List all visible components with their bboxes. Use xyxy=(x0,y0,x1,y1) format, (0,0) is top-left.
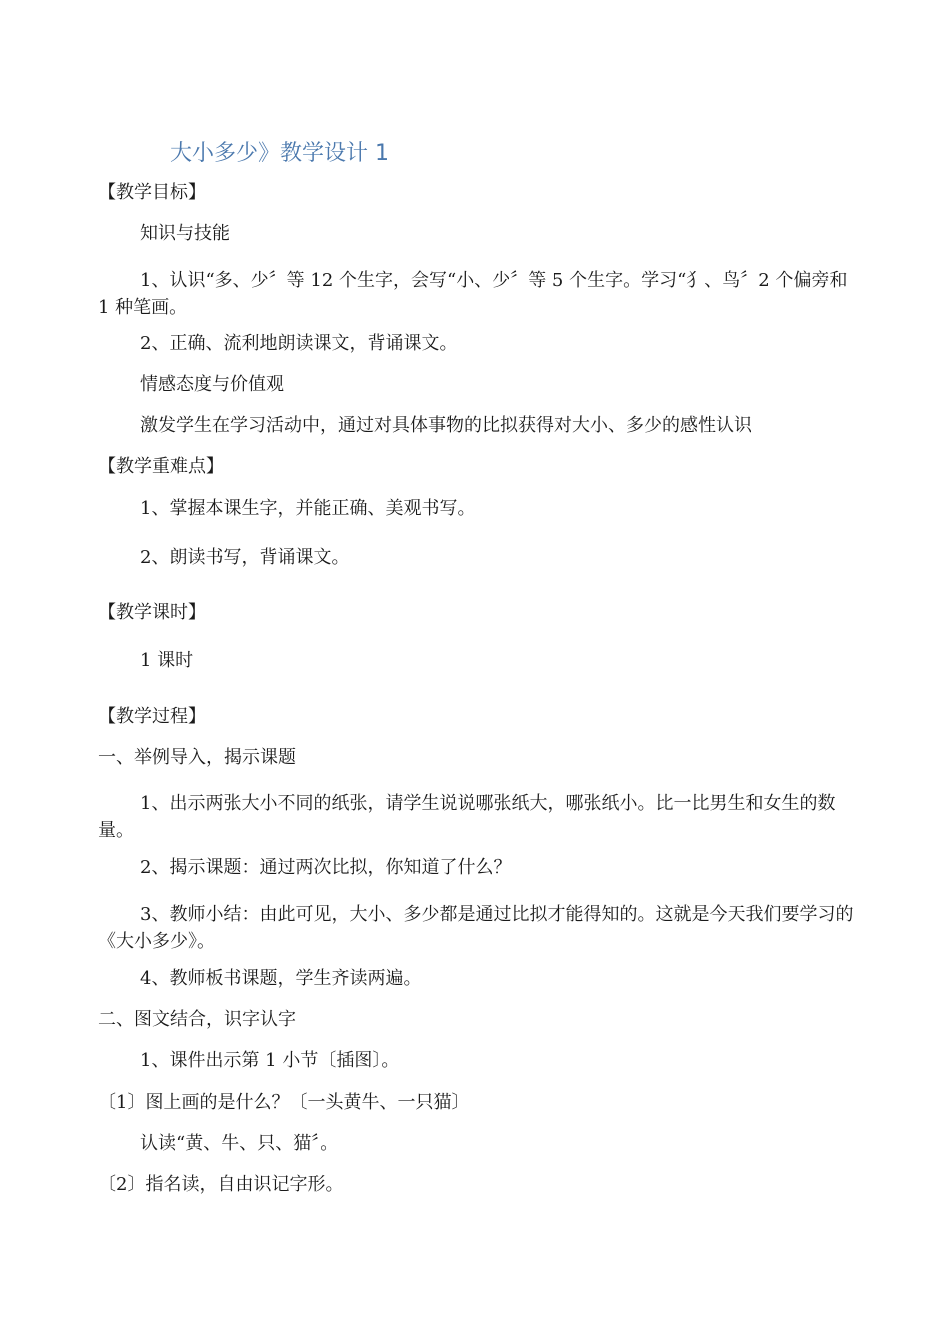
part2-read-aloud: 认读“黄、牛、只、猫〞。 xyxy=(140,1133,339,1154)
knowledge-skills-heading: 知识与技能 xyxy=(140,223,230,244)
part2-heading: 二、图文结合，识字认字 xyxy=(98,1009,296,1030)
part1-heading: 一、举例导入，揭示课题 xyxy=(98,747,296,768)
hours-heading: 【教学课时】 xyxy=(98,602,206,623)
part1-step-2: 2、揭示课题：通过两次比拟，你知道了什么？ xyxy=(140,857,512,878)
part1-step-1: 1、出示两张大小不同的纸张，请学生说说哪张纸大，哪张纸小。比一比男生和女生的数量。 xyxy=(98,793,836,841)
objectives-heading: 【教学目标】 xyxy=(98,182,206,203)
key-point-1: 1、掌握本课生字，并能正确、美观书写。 xyxy=(140,498,476,519)
part2-question-1: 〔1〕图上画的是什么？〔一头黄牛、一只猫〕 xyxy=(98,1092,470,1113)
objective-1: 1、认识“多、少〞等 12 个生字，会写“小、少〞等 5 个生字。学习“犭、鸟〞2 个偏旁和 1 种笔画。 xyxy=(98,270,848,318)
part1-step-3: 3、教师小结：由此可见，大小、多少都是通过比拟才能得知的。这就是今天我们要学习的《大小多少》。 xyxy=(98,904,854,952)
process-heading: 【教学过程】 xyxy=(98,706,206,727)
hours-text: 1 课时 xyxy=(140,650,194,671)
key-point-2: 2、朗读书写，背诵课文。 xyxy=(140,547,350,568)
emotion-text: 激发学生在学习活动中，通过对具体事物的比拟获得对大小、多少的感性认识 xyxy=(140,415,752,436)
objective-2: 2、正确、流利地朗读课文，背诵课文。 xyxy=(140,333,458,354)
part2-question-2: 〔2〕指名读，自由识记字形。 xyxy=(98,1174,344,1195)
key-points-heading: 【教学重难点】 xyxy=(98,456,224,477)
emotion-heading: 情感态度与价值观 xyxy=(140,374,284,395)
part2-step-1: 1、课件出示第 1 小节〔插图〕。 xyxy=(140,1050,400,1071)
part1-step-4: 4、教师板书课题，学生齐读两遍。 xyxy=(140,968,422,989)
document-title: 大小多少》教学设计 1 xyxy=(170,141,389,166)
